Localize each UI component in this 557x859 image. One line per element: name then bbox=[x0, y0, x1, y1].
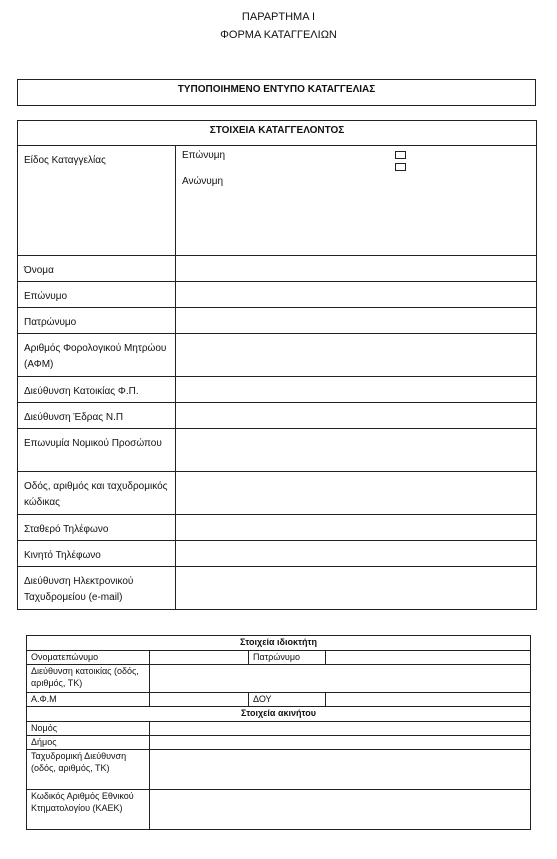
mobile-label: Κινητό Τηλέφωνο bbox=[18, 541, 176, 567]
municipality-field[interactable] bbox=[150, 736, 531, 750]
first-name-label: Όνομα bbox=[18, 256, 176, 282]
option-anonymous-label: Ανώνυμη bbox=[182, 176, 224, 187]
prefecture-label: Νομός bbox=[27, 722, 150, 736]
owner-address-field[interactable] bbox=[150, 665, 531, 693]
street-postal-code-label: Οδός, αριθμός και ταχυδρομικός κώδικας bbox=[18, 472, 176, 515]
owner-address-label: Διεύθυνση κατοικίας (οδός, αριθμός, ΤΚ) bbox=[27, 665, 150, 693]
owner-full-name-label: Ονοματεπώνυμο bbox=[27, 651, 150, 665]
complainant-table bbox=[17, 120, 537, 610]
tax-id-field[interactable] bbox=[176, 334, 537, 377]
complainant-section-title: ΣΤΟΙΧΕΙΑ ΚΑΤΑΓΓΕΛΟΝΤΟΣ bbox=[18, 121, 537, 146]
owner-doy-label: ΔΟΥ bbox=[249, 693, 326, 707]
father-name-label: Πατρώνυμο bbox=[18, 308, 176, 334]
first-name-field[interactable] bbox=[176, 256, 537, 282]
mobile-field[interactable] bbox=[176, 541, 537, 567]
anonymous-checkbox[interactable] bbox=[395, 163, 406, 171]
postal-address-label: Ταχυδρομική Διεύθυνση (οδός, αριθμός, ΤΚ) bbox=[27, 750, 150, 790]
kaek-field[interactable] bbox=[150, 790, 531, 830]
email-label: Διεύθυνση Ηλεκτρονικού Ταχυδρομείου (e-mail) bbox=[18, 567, 176, 610]
municipality-label: Δήμος bbox=[27, 736, 150, 750]
residence-address-label: Διεύθυνση Κατοικίας Φ.Π. bbox=[18, 377, 176, 403]
owner-doy-field[interactable] bbox=[326, 693, 531, 707]
street-postal-code-field[interactable] bbox=[176, 472, 537, 515]
owner-property-table bbox=[26, 635, 531, 830]
annex-heading: ΠΑΡΑΡΤΗΜΑ Ι bbox=[241, 11, 316, 23]
landline-label: Σταθερό Τηλέφωνο bbox=[18, 515, 176, 541]
seat-address-field[interactable] bbox=[176, 403, 537, 429]
owner-father-name-label: Πατρώνυμο bbox=[249, 651, 326, 665]
owner-full-name-field[interactable] bbox=[150, 651, 249, 665]
owner-section-title: Στοιχεία ιδιοκτήτη bbox=[27, 636, 531, 651]
landline-field[interactable] bbox=[176, 515, 537, 541]
option-named-label: Επώνυμη bbox=[182, 150, 226, 161]
legal-entity-name-field[interactable] bbox=[176, 429, 537, 472]
complaint-kind-options bbox=[176, 146, 537, 256]
form-title-box: ΤΥΠΟΠΟΙΗΜΕΝΟ ΕΝΤΥΠΟ ΚΑΤΑΓΓΕΛΙΑΣ bbox=[17, 79, 536, 106]
father-name-field[interactable] bbox=[176, 308, 537, 334]
kaek-label: Κωδικός Αριθμός Εθνικού Κτηματολογίου (ΚΑΕΚ) bbox=[27, 790, 150, 830]
owner-afm-label: Α.Φ.Μ bbox=[27, 693, 150, 707]
legal-entity-name-label: Επωνυμία Νομικού Προσώπου bbox=[18, 429, 176, 472]
property-section-title: Στοιχεία ακινήτου bbox=[27, 707, 531, 722]
surname-field[interactable] bbox=[176, 282, 537, 308]
tax-id-label: Αριθμός Φορολογικού Μητρώου (ΑΦΜ) bbox=[18, 334, 176, 377]
surname-label: Επώνυμο bbox=[18, 282, 176, 308]
owner-afm-field[interactable] bbox=[150, 693, 249, 707]
email-field[interactable] bbox=[176, 567, 537, 610]
seat-address-label: Διεύθυνση Έδρας Ν.Π bbox=[18, 403, 176, 429]
form-heading: ΦΟΡΜΑ ΚΑΤΑΓΓΕΛΙΩΝ bbox=[220, 29, 337, 41]
complaint-kind-label: Είδος Καταγγελίας bbox=[18, 146, 176, 256]
postal-address-field[interactable] bbox=[150, 750, 531, 790]
residence-address-field[interactable] bbox=[176, 377, 537, 403]
named-checkbox[interactable] bbox=[395, 151, 406, 159]
prefecture-field[interactable] bbox=[150, 722, 531, 736]
owner-father-name-field[interactable] bbox=[326, 651, 531, 665]
